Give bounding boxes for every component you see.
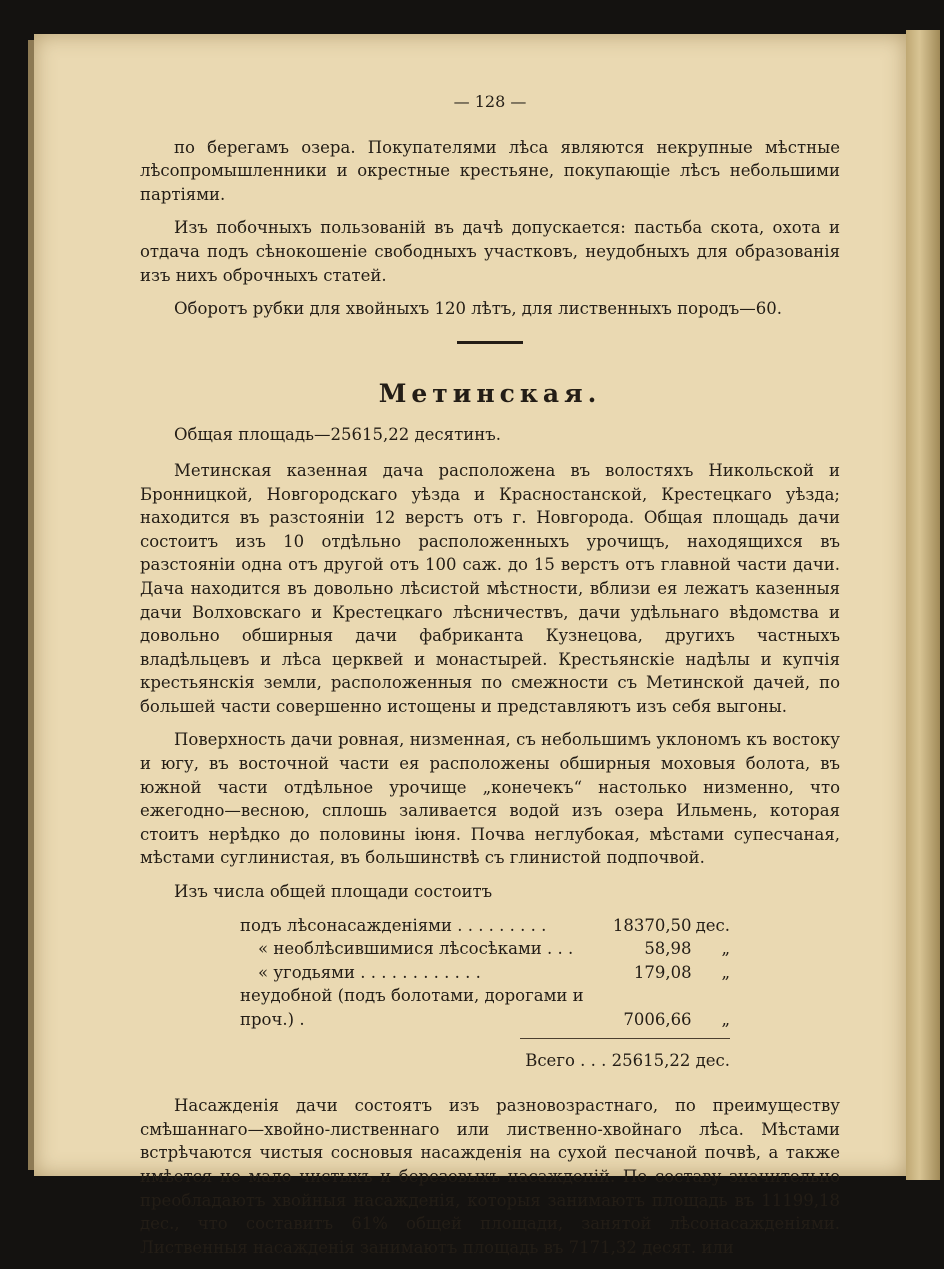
row-value: 179,08 [633,962,692,982]
row-unit: дес. [695,915,730,935]
row-label: неудобной (подъ болотами, дорогами и проч.) . [240,986,584,1029]
page-text-block [140,90,840,1269]
row-label: подъ лѣсонасажденіями . . . . . . . . . [240,915,547,935]
row-unit: „ [721,962,730,982]
row-unit: „ [721,1010,730,1029]
page-stack-edge [906,30,940,1180]
paragraph-composition-intro: Изъ числа общей площади состоитъ [174,882,493,902]
page-number: — 128 — [453,92,527,111]
row-value: 7006,66 [623,1010,692,1029]
paragraph-side-uses: Изъ побочныхъ пользованій въ дачѣ допускается: пастьба скота, охота и отдача подъ сѣнокошеніе свободныхъ участковъ, неудобныхъ для образованія изъ нихъ оброчныхъ статей. [140,218,840,285]
section-divider [457,341,523,344]
row-value: 18370,50 [612,915,692,935]
paragraph-felling-rotation: Оборотъ рубки для хвойныхъ 120 лѣтъ, для лиственныхъ породъ—60. [174,299,783,319]
paragraph-surface: Поверхность дачи ровная, низменная, съ небольшимъ уклономъ къ востоку и югу, въ восточной части ея расположены обширныя моховыя болота, въ южной части отдѣльное урочище „конечекъ“ настолько низменно, что ежегодно—весною, сплошь заливается водой изъ озера Ильмень, которая стоитъ нерѣдко до половины іюня. Почва неглубокая, мѣстами супесчаная, мѣстами суглинистая, въ большинствѣ съ глинистой подпочвой. [140,730,840,868]
paragraph-location: Метинская казенная дача расположена въ волостяхъ Никольской и Бронницкой, Новгородскаго уѣзда и Красностанской, Крестецкаго уѣзда; находится въ разстояніи 12 верстъ отъ г. Новгорода. Общая площадь дачи состоитъ изъ 10 отдѣльно расположенныхъ урочищъ, находящихся въ разстояніи одна отъ другой отъ 100 саж. до 15 верстъ отъ главной части дачи. Дача находится въ довольно лѣсистой мѣстности, вблизи ея лежатъ казенныя дачи Волховскаго и Крестецкаго лѣсничествъ, дачи удѣльнаго вѣдомства и довольно обширныя дачи фабриканта Кузнецова, другихъ частныхъ владѣльцевъ и лѣса церквей и монастырей. Крестьянскіе надѣлы и купчія крестьянскія земли, расположенныя по смежности съ Метинской дачей, по большей части совершенно истощены и представляютъ изъ себя выгоны. [140,460,840,716]
row-label: « необлѣсившимися лѣсосѣками . . . [258,939,574,959]
row-unit: „ [721,939,730,959]
paragraph-buyers: по берегамъ озера. Покупателями лѣса являются некрупные мѣстные лѣсопромышленники и окрестные крестьяне, покупающіе лѣсъ небольшими партіями. [140,137,840,204]
sum-rule [520,1038,730,1039]
table-row [240,961,730,985]
total-area-line: Общая площадь—25615,22 десятинъ. [174,425,501,445]
paragraph-plantings: Насажденія дачи состоятъ изъ разновозрастнаго, по преимуществу смѣшаннаго—хвойно-лиственнаго или лиственно-хвойнаго лѣса. Мѣстами встрѣчаются чистыя сосновыя насажденія на сухой песчаной почвѣ, а также имѣется не мало чистыхъ и березовыхъ насажденій. По составу значительно преобладаютъ хвойныя насажденія, которыя занимаютъ площадь въ 11199,18 дес., что составитъ 61% общей площади, занятой лѣсонасажденіями. Лиственныя насажденія занимаютъ площадь въ 7171,32 десят. или [140,1096,840,1257]
row-value: 58,98 [644,939,692,959]
table-row [240,984,730,1031]
table-row [240,914,730,938]
row-label: « угодьями . . . . . . . . . . . . [258,962,481,982]
total-line: Всего . . . 25615,22 дес. [525,1050,730,1070]
area-composition-table [240,914,730,1032]
section-heading: Метинская. [378,378,602,408]
table-row [240,937,730,961]
